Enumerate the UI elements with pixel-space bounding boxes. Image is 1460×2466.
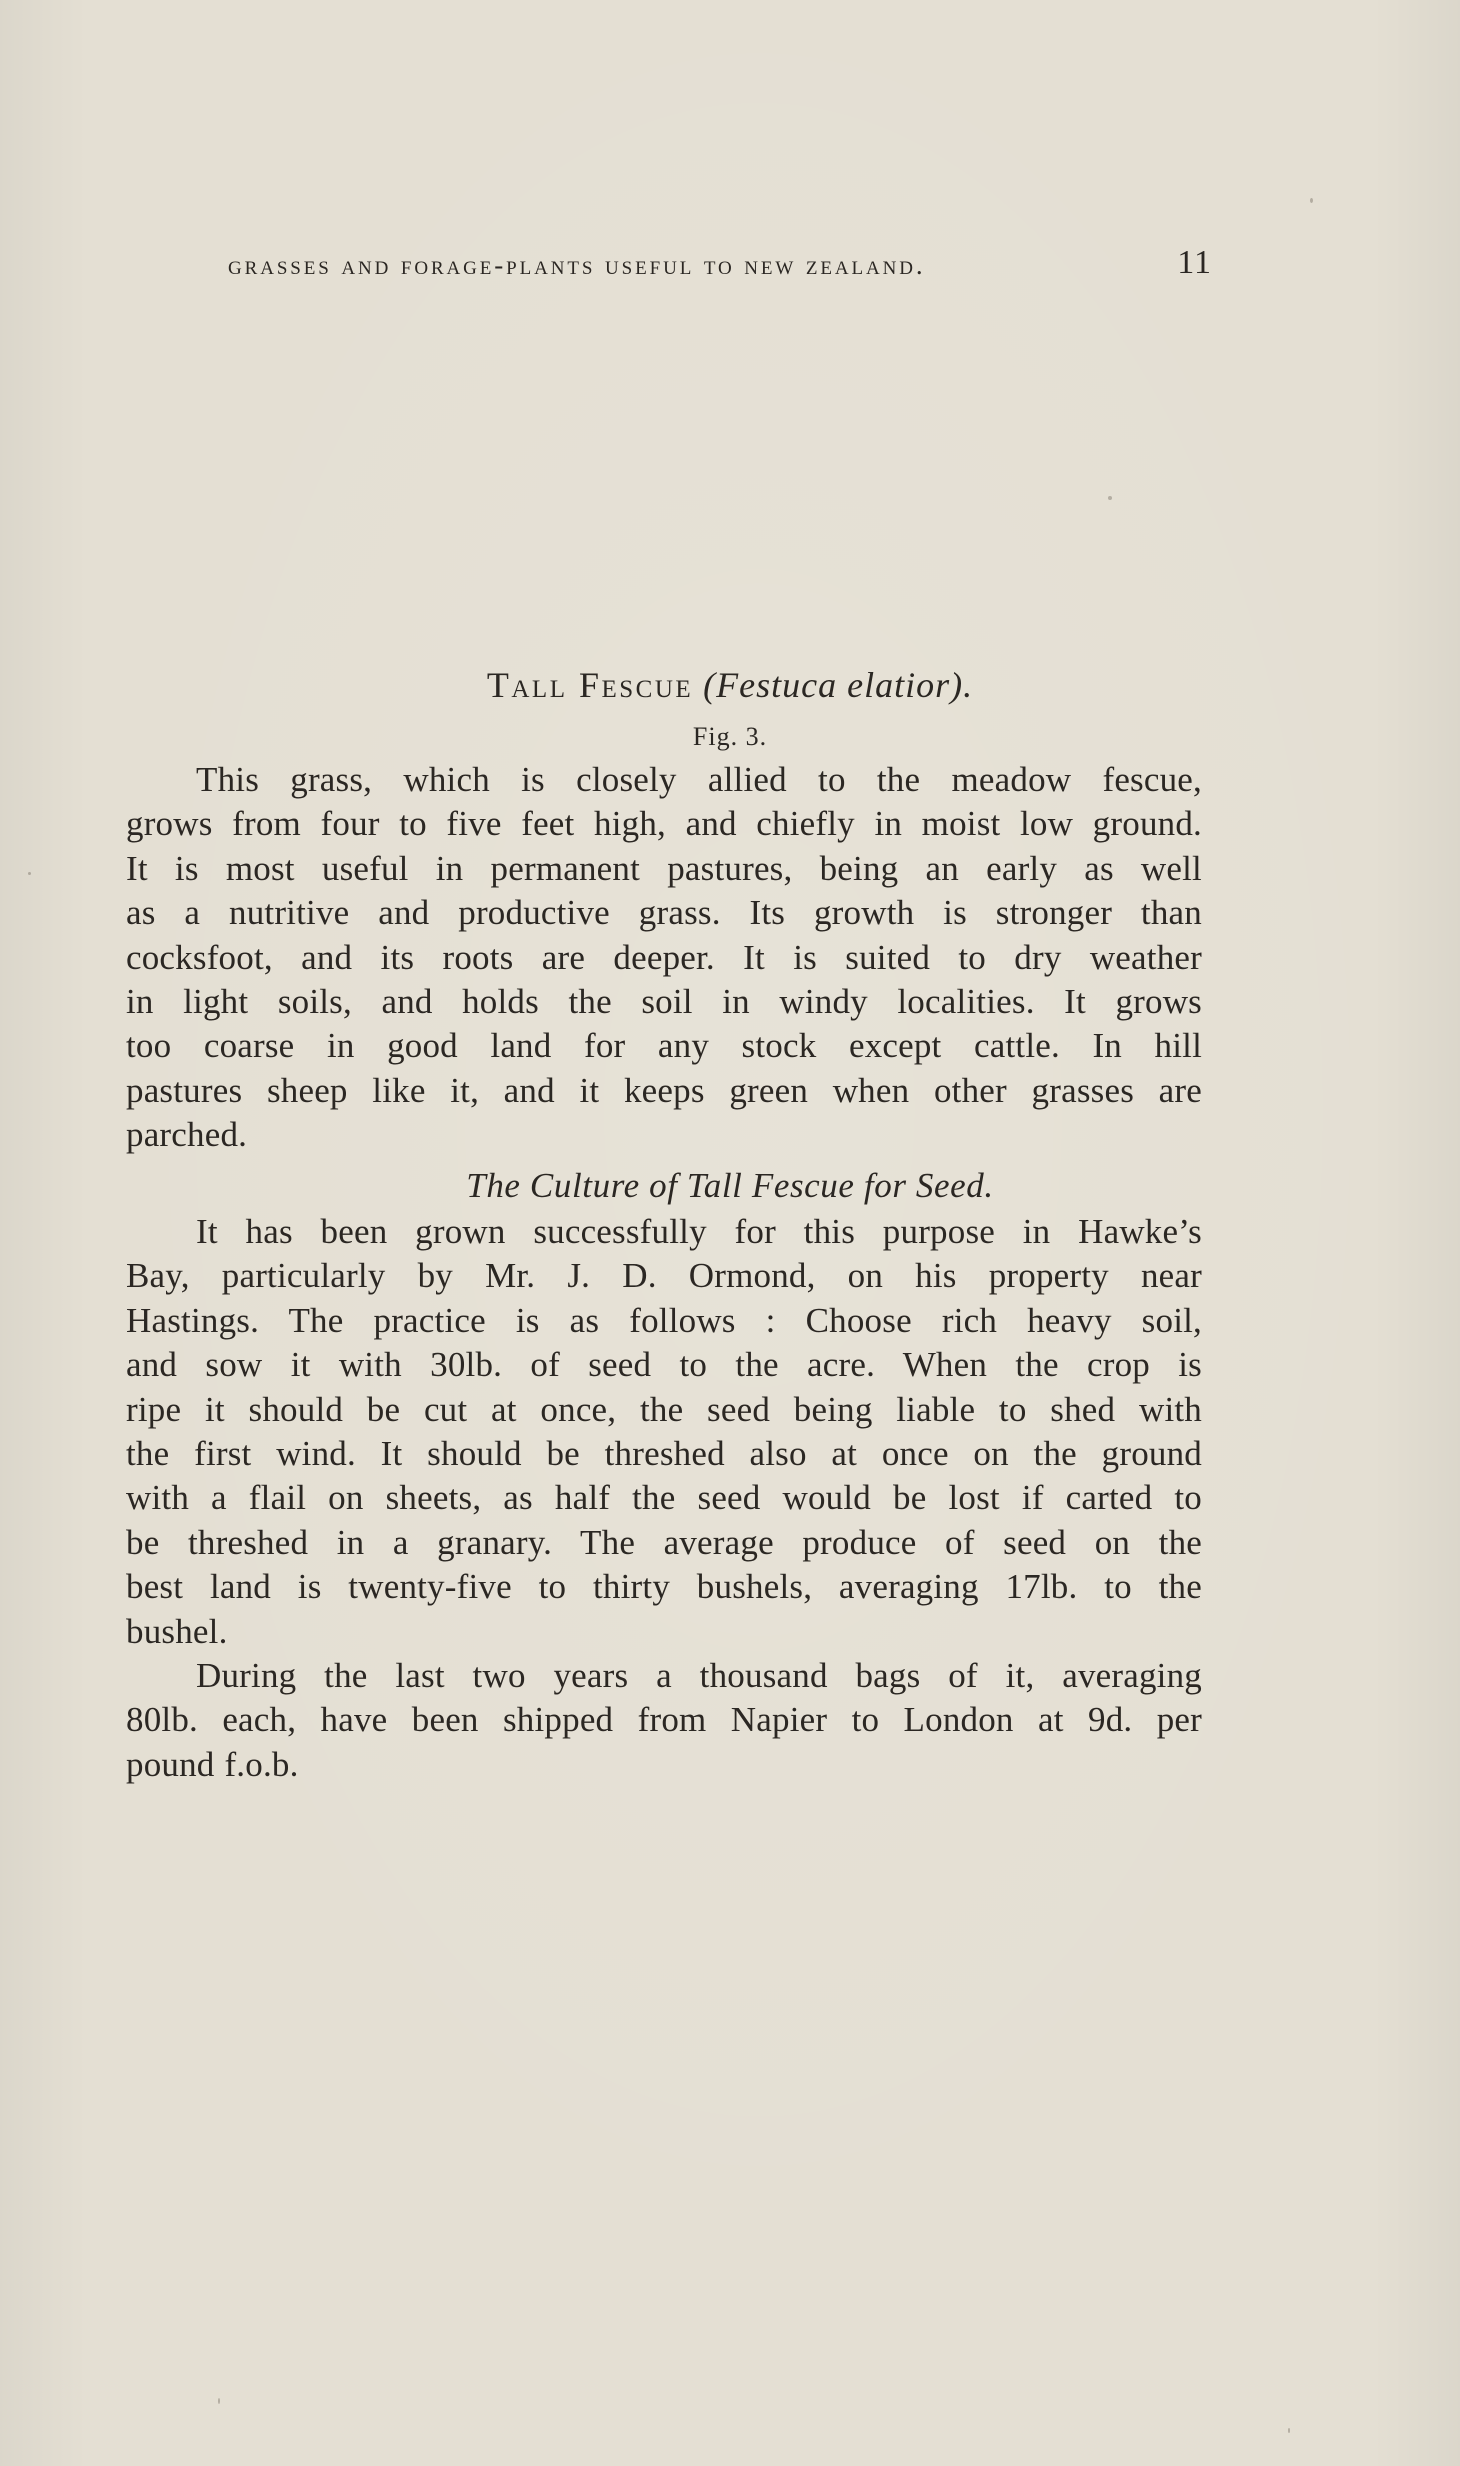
- running-title: grasses and forage-plants useful to new zealand.: [228, 250, 926, 280]
- text-line: be threshed in a granary. The average produce of seed on the: [126, 1522, 1202, 1562]
- running-head: [228, 244, 1212, 288]
- text-line: grows from four to five feet high, and chiefly in moist low ground.: [126, 804, 1202, 844]
- speck: [1108, 496, 1112, 500]
- text-line: It is most useful in permanent pastures, being an early as well: [126, 848, 1202, 888]
- text-line: best land is twenty-five to thirty bushels, averaging 17lb. to the: [126, 1567, 1202, 1607]
- text-line: in light soils, and holds the soil in windy localities. It grows: [126, 982, 1202, 1022]
- text-line: with a flail on sheets, as half the seed would be lost if carted to: [126, 1478, 1202, 1518]
- section-title: [0, 664, 1460, 706]
- figure-reference: Fig. 3.: [692, 722, 768, 751]
- text-line: Hastings. The practice is as follows : Choose rich heavy soil,: [126, 1300, 1202, 1340]
- speck: [1288, 2428, 1290, 2433]
- text-line: During the last two years a thousand bags of it, averaging: [196, 1656, 1202, 1695]
- text-line: cocksfoot, and its roots are deeper. It is suited to dry weather: [126, 937, 1202, 977]
- text-line: Bay, particularly by Mr. J. D. Ormond, on his property near: [126, 1256, 1202, 1296]
- section-title-main: Tall Fescue: [486, 665, 694, 705]
- text-line: and sow it with 30lb. of seed to the acre. When the crop is: [126, 1345, 1202, 1385]
- paragraph-culture: [126, 1210, 1202, 1654]
- subheading-culture: The Culture of Tall Fescue for Seed.: [466, 1166, 994, 1205]
- text-line: ripe it should be cut at once, the seed being liable to shed with: [126, 1389, 1202, 1429]
- page-number: 11: [1177, 244, 1212, 281]
- speck: [1310, 198, 1313, 203]
- speck: [28, 872, 31, 875]
- text-line: pastures sheep like it, and it keeps green when other grasses are: [126, 1070, 1202, 1110]
- text-line: parched.: [126, 1115, 248, 1155]
- text-line: This grass, which is closely allied to the meadow fescue,: [196, 760, 1202, 799]
- text-line: pound f.o.b.: [126, 1744, 299, 1784]
- section-title-latin: (Festuca elatior).: [703, 665, 974, 705]
- text-line: too coarse in good land for any stock except cattle. In hill: [126, 1026, 1202, 1066]
- paragraph-shipping: [126, 1654, 1202, 1787]
- text-line: bushel.: [126, 1611, 228, 1651]
- text-line: the first wind. It should be threshed also at once on the ground: [126, 1434, 1202, 1474]
- speck: [218, 2398, 220, 2404]
- text-line: as a nutritive and productive grass. Its growth is stronger than: [126, 893, 1202, 933]
- paragraph-description: [126, 758, 1202, 1158]
- text-line: 80lb. each, have been shipped from Napier to London at 9d. per: [126, 1700, 1202, 1740]
- text-line: It has been grown successfully for this purpose in Hawke’s: [196, 1212, 1202, 1251]
